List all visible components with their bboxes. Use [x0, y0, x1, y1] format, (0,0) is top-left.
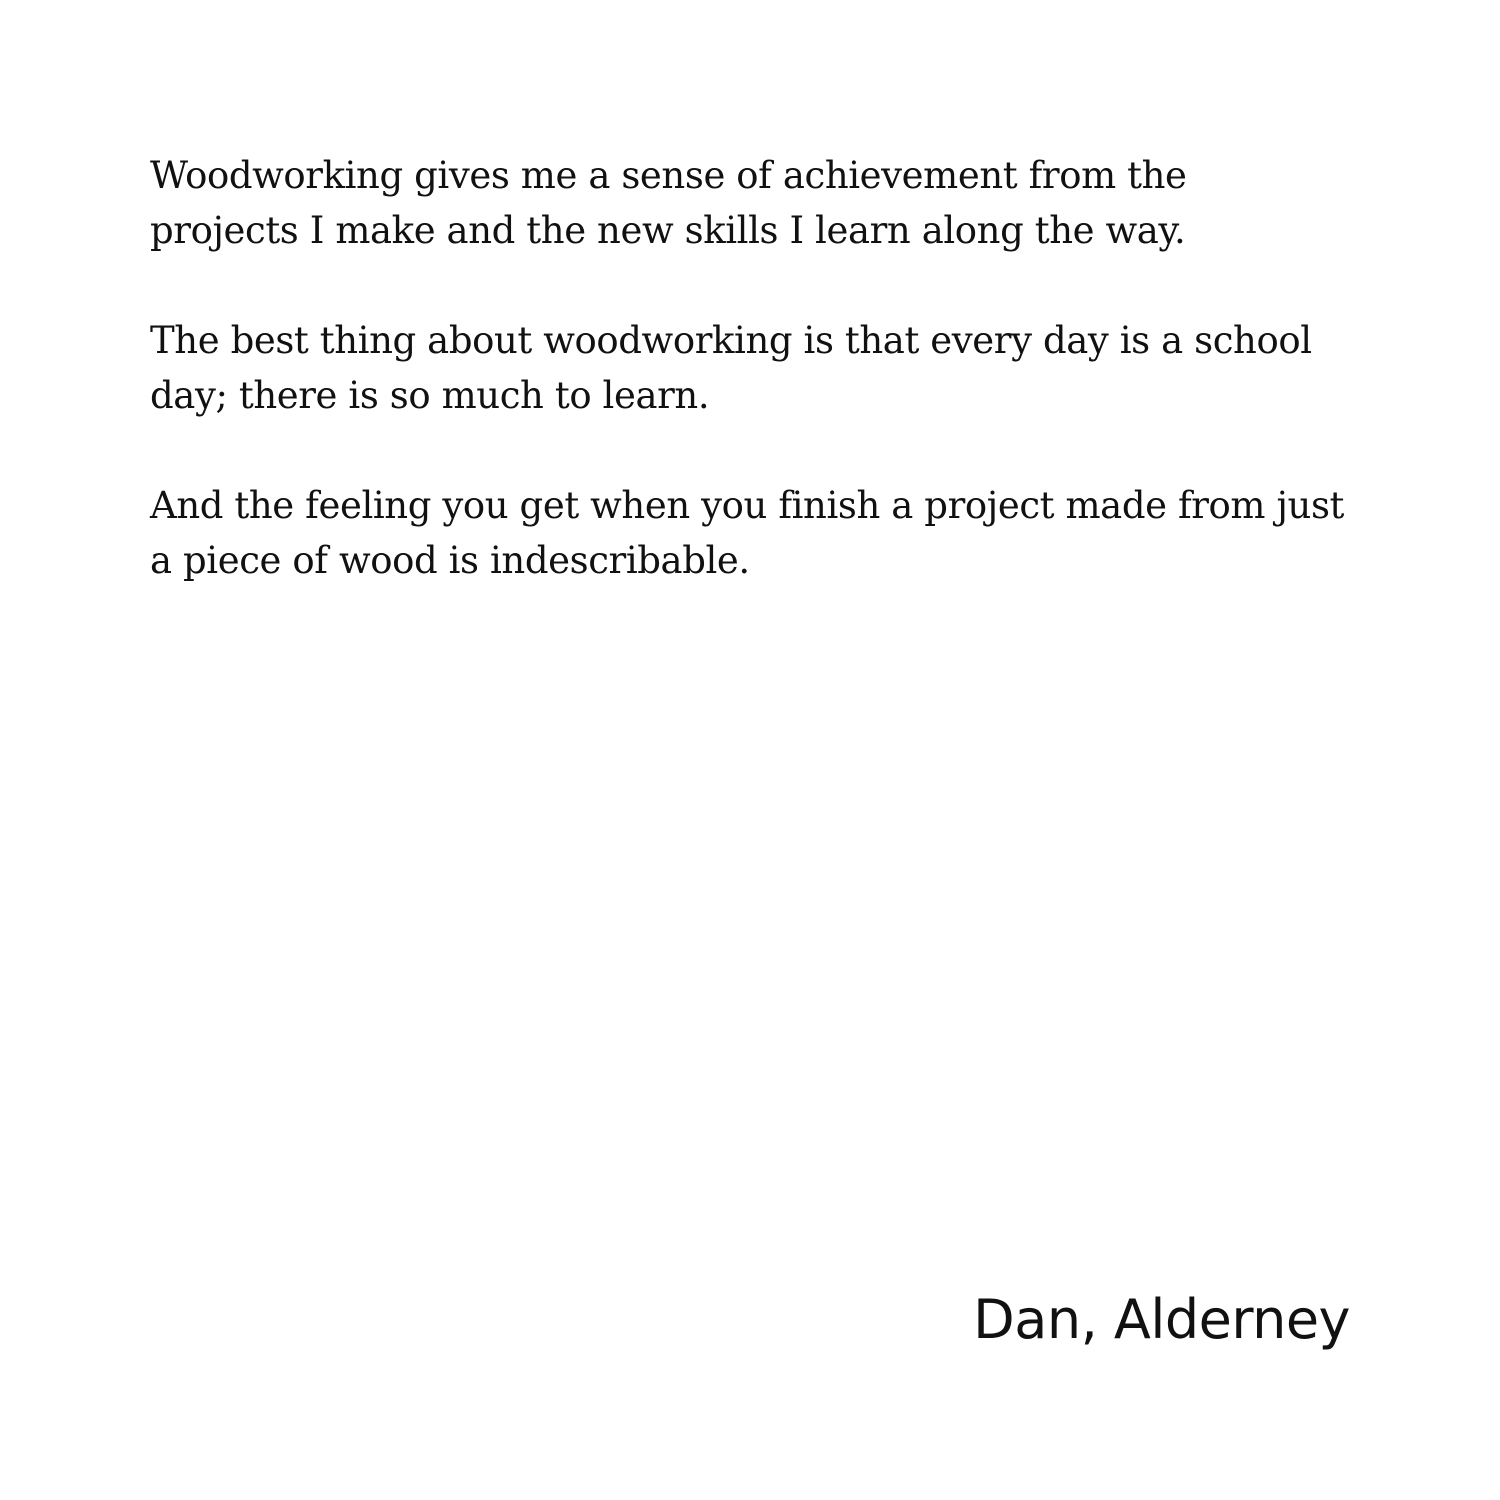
- paragraph-2-line-1: The best thing about woodworking is that every day is a school: [150, 319, 1312, 362]
- paragraph-3: [150, 478, 1370, 588]
- paragraph-2-line-2: day; there is so much to learn.: [150, 374, 710, 417]
- paragraph-2: [150, 313, 1370, 423]
- paragraph-1-line-1: Woodworking gives me a sense of achievement from the: [150, 154, 1187, 197]
- paragraph-1: [150, 148, 1370, 258]
- paragraph-3-line-1: And the feeling you get when you finish a project made from just: [150, 484, 1345, 527]
- paragraph-1-line-2: projects I make and the new skills I learn along the way.: [150, 209, 1186, 252]
- testimonial-text: [150, 148, 1370, 643]
- paragraph-3-line-2: a piece of wood is indescribable.: [150, 539, 750, 582]
- author-signature: Dan, Alderney: [973, 1288, 1350, 1351]
